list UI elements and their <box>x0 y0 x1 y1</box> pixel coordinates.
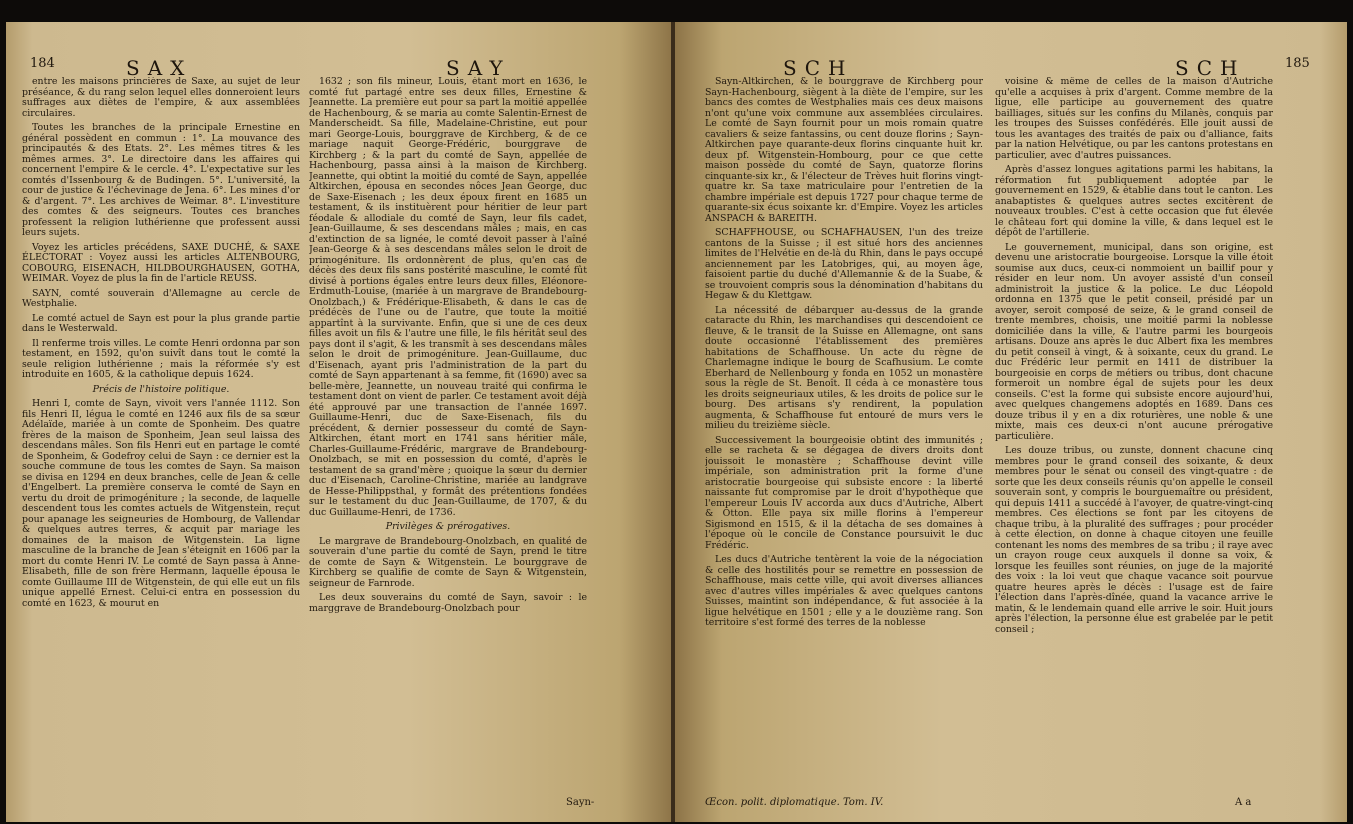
paragraph: entre les maisons princières de Saxe, au sujet de leur préséance, & du rang selon lequel elles donneroient leurs suffrages aux diètes de l'empire, & aux assemblées circulaires. <box>22 77 300 119</box>
page-footer: Œcon. polit. diplomatique. Tom. IV. <box>705 797 884 808</box>
paragraph: Toutes les branches de la principale Ernestine en général possèdent en commun : 1°. La mouvance des principautés & des Etats. 2°. Les mêmes titres & les mêmes armes. 3°. Le directoire dans les affaires qui concernent l'empire & le cercle. 4°. L'expectative sur les comtés d'Issenbourg & de Budingen. 5°. L'université, la cour de justice & l'échevinage de Jena. 6°. Les mines d'or & d'argent. 7°. Les archives de Weimar. 8°. L'investiture des comtes & des seigneurs. Toutes ces branches professent la religion luthérienne que professent aussi leurs sujets. <box>22 122 300 238</box>
paragraph: Il renferme trois villes. Le comte Henri ordonna par son testament, en 1592, qu'on suivît dans tout le comté la seule religion luthérienne ; mais la réformée s'y est introduite en 1605, & la catholique depuis 1624. <box>22 337 300 380</box>
text-column <box>705 77 983 797</box>
signature-mark: Sayn- <box>566 797 595 808</box>
paragraph: La nécessité de débarquer au-dessus de la grande cataracte du Rhin, les marchandises qui descendoient ce fleuve, & le transit de la Suisse en Allemagne, ont sans doute occasionné l'établissement des premières habitations de Schaffhouse. Un acte du règne de Charlemagne indique le bourg de Scafhusium. Le comte Eberhard de Nellenbourg y fonda en 1052 un monastère sous la règle de St. Benoît. Il céda à ce monastère tous les droits seigneuriaux utiles, & les droits de police sur le bourg. Des artisans s'y rendirent, la population augmenta, & Schaffhouse fut entouré de murs vers le milieu du treizième siècle. <box>705 304 983 431</box>
page-number: 184 <box>30 56 55 71</box>
text-column <box>995 77 1273 797</box>
paragraph: Le margrave de Brandebourg-Onolzbach, en qualité de souverain d'une partie du comté de Sayn, prend le titre de comte de Sayn & Witgenstein. Le bourggrave de Kirchberg se qualifie de comte de Sayn & Witgenstein, seigneur de Farnrode. <box>309 535 587 589</box>
paragraph: Le gouvernement, municipal, dans son origine, est devenu une aristocratie bourgeoise. Lorsque la ville étoit soumise aux ducs, ceux-ci nommoient un baillif pour y résider en leur nom. Un avoyer assisté d'un conseil administroit la justice & la police. Le duc Léopold ordonna en 1375 que le petit conseil, présidé par un avoyer, seroit composé de seize, & le grand conseil de trente membres, choisis, une moitié parmi la noblesse domiciliée dans la ville, & l'autre parmi les bourgeois artisans. Douze ans après le duc Albert fixa les membres du petit conseil à vingt, & à soixante, ceux du grand. Le duc Frédéric leur permit en 1411 de distribuer la bourgeoisie en corps de métiers ou tribus, dont chacune formeroit un nombre égal de sujets pour les deux conseils. C'est la forme qui subsiste encore aujourd'hui, avec quelques changemens adoptés en 1689. Dans ces douze tribus il y en a dix roturières, une noble & une mixte, mais ces deux-ci n'ont aucune prérogative particulière. <box>995 241 1273 442</box>
running-header: SAX <box>126 56 193 80</box>
paragraph: Après d'assez longues agitations parmi les habitans, la réformation fut publiquement adoptée par le gouvernement en 1529, & établie dans tout le canton. Les anabaptistes & quelques autres sectes excitèrent de nouveaux troubles. C'est à cette occasion que fut élevée le château fort qui domine la ville, & dans lequel est le dépôt de l'artillerie. <box>995 164 1273 238</box>
paragraph: SAYN, comté souverain d'Allemagne au cercle de Westphalie. <box>22 287 300 309</box>
text-column <box>22 77 300 797</box>
running-header: SCH <box>1175 56 1246 80</box>
right-page <box>675 22 1347 822</box>
signature-mark: A a <box>1235 797 1252 808</box>
running-header: SCH <box>783 56 854 80</box>
paragraph: Les douze tribus, ou zunste, donnent chacune cinq membres pour le grand conseil des soixante, & deux membres pour le sénat ou conseil des vingt-quatre : de sorte que les deux conseils réunis qu'on appelle le conseil souverain sont, y compris le bourguemaître ou président, qui depuis 1411 a succédé à l'avoyer, de quatre-vingt-cinq membres. Ces élections se font par les citoyens de chaque tribu, à la pluralité des suffrages ; pour procéder à cette élection, on donne à chaque citoyen une feuille contenant les noms des membres de sa tribu ; il raye avec un crayon rouge ceux auxquels il donne sa voix, & lorsque les feuilles sont réunies, on juge de la majorité des voix : la loi veut que chaque vacance soit pourvue quatre heures après le décès : l'usage est de faire l'élection dans l'après-dînée, quand la vacance arrive le matin, & le lendemain quand elle arrive le soir. Huit jours après l'élection, la personne élue est grabelée par le petit conseil ; <box>995 445 1273 635</box>
paragraph: Précis de l'histoire politique. <box>92 383 230 395</box>
paragraph: voisine & même de celles de la maison d'Autriche qu'elle a acquises à prix d'argent. Comme membre de la ligue, elle participe au gouvernement des quatre bailliages, situés sur les confins du Milanès, conquis par les troupes des Suisses confédérés. Elle jouit aussi de tous les avantages des traités de paix ou d'alliance, faits par la nation Helvétique, ou par les cantons protestans en particulier, avec d'autres puissances. <box>995 77 1273 161</box>
paragraph: 1632 ; son fils mineur, Louis, étant mort en 1636, le comté fut partagé entre ses deux filles, Ernestine & Jeannette. La première eut pour sa part la moitié appellée de Hachenbourg, & se maria au comte Salentin-Ernest de Manderscheidt. Sa fille, Madelaine-Christine, eut pour mari George-Louis, bourggrave de Kirchberg, & de ce mariage naquit George-Frédéric, bourggrave de Kirchberg ; & la part du comté de Sayn, appellée de Hachenbourg, passa ainsi à la maison de Kirchberg. Jeannette, qui obtint la moitié du comté de Sayn, appellée Altkirchen, épousa en secondes nôces Jean George, duc de Saxe-Eisenach ; les deux époux firent en 1685 un testament, & ils instituèrent pour héritier de leur part féodale & allodiale du comté de Sayn, leur fils cadet, Jean-Guillaume, & ses descendans mâles ; mais, en cas d'extinction de sa lignée, le comté devoit passer à l'aîné Jean-George & à ses descendans mâles selon le droit de primogéniture. Ils ordonnèrent de plus, qu'en cas de décès des deux fils sans postérité masculine, le comté fût divisé à portions égales entre leurs deux filles, Eléonore-Erdmuth-Louise, (mariée à un margrave de Brandebourg-Onolzbach,) & Frédérique-Elisabeth, & dans le cas de prédécès de l'une ou de l'autre, que toute la moitié appartînt à la survivante. Enfin, que si une de ces deux filles avoit un fils & l'autre une fille, le fils héritât seul des pays dont il s'agit, & les transmît à ses descendans mâles selon le droit de primogéniture. Jean-Guillaume, duc d'Eisenach, ayant pris l'administration de la part du comté de Sayn appartenant à sa femme, fit (1690) avec sa belle-mère, Jeannette, un nouveau traité qui confirma le testament dont on vient de parler. Ce testament avoit déjà été approuvé par une transaction de l'année 1697. Guillaume-Henri, duc de Saxe-Eisenach, fils du précédent, & dernier possesseur du comté de Sayn-Altkirchen, étant mort en 1741 sans héritier mâle, Charles-Guillaume-Frédéric, margrave de Brandebourg-Onolzbach, se mit en possession du comté, d'après le testament de sa grand'mère ; quoique la sœur du dernier duc d'Eisenach, Caroline-Christine, mariée au landgrave de Hesse-Philippsthal, y formât des prétentions fondées sur le testament du duc Jean-Guillaume, de 1707, & du duc Guillaume-Henri, de 1736. <box>309 77 587 518</box>
paragraph: Successivement la bourgeoisie obtint des immunités ; elle se racheta & se dégagea de divers droits dont jouissoit le monastère ; Schaffhouse devint ville impériale, son administration prit la forme d'une aristocratie bourgeoise qui subsiste encore : la liberté naissante fut compromise par le droit d'hypothèque que l'empereur Louis IV accorda aux ducs d'Autriche, Albert & Otton. Elle paya six mille florins à l'empereur Sigismond en 1515, & il la détacha de ses domaines à l'époque où le concile de Constance poursuivit le duc Frédéric. <box>705 434 983 551</box>
paragraph: Sayn-Altkirchen, & le bourggrave de Kirchberg pour Sayn-Hachenbourg, siègent à la diète de l'empire, sur les bancs des comtes de Westphalies mais ces deux maisons n'ont qu'une voix commune aux assemblées circulaires. Le comté de Sayn fournit pour un mois romain quatre cavaliers & seize fantassins, ou cent douze florins ; Sayn-Altkirchen paye quarante-deux florins cinquante huit kr. deux pf. Witgenstein-Hombourg, pour ce que cette maison possède du comté de Sayn, quatorze florins cinquante-six kr., & l'électeur de Trèves huit florins vingt-quatre kr. Sa taxe matriculaire pour l'entretien de la chambre impériale est depuis 1727 pour chaque terme de quarante-six écus soixante kr. d'Empire. Voyez les articles ANSPACH & BAREITH. <box>705 77 983 224</box>
paragraph: Privilèges & prérogatives. <box>385 521 511 532</box>
paragraph: Les ducs d'Autriche tentèrent la voie de la négociation & celle des hostilités pour se remettre en possession de Schaffhouse, mais cette ville, qui avoit diverses alliances avec d'autres villes impériales & avec quelques cantons Suisses, maintint son indépendance, & fut associée à la ligue helvétique en 1501 ; elle y a le douzième rang. Son territoire s'est formé des terres de la noblesse <box>705 554 983 628</box>
paragraph: Henri I, comte de Sayn, vivoit vers l'année 1112. Son fils Henri II, légua le comté en 1246 aux fils de sa sœur Adélaïde, mariée à un comte de Sponheim. Des quatre frères de la maison de Sponheim, Jean seul laissa des descendans mâles. Son fils Henri eut en partage le comté de Sponheim, & Godefroy celui de Sayn : ce dernier est la souche commune de tous les comtes de Sayn. Sa maison se divisa en 1294 en deux branches, celle de Jean & celle d'Engelbert. La première conserva le comté de Sayn en vertu du droit de primogéniture ; la seconde, de laquelle descendent tous les comtes actuels de Witgenstein, reçut pour apanage les seigneuries de Hombourg, de Vallendar & quelques autres terres, & acquit par mariage les domaines de la maison de Witgenstein. La ligne masculine de la branche de Jean s'éteignit en 1606 par la mort du comte Henri IV. Le comté de Sayn passa à Anne-Elisabeth, fille de son frère Hermann, laquelle épousa le comte Guillaume III de Witgenstein, de qui elle eut un fils unique appellé Ernest. Celui-ci entra en possession du comté en 1623, & mourut en <box>22 398 300 609</box>
paragraph: Le comté actuel de Sayn est pour la plus grande partie dans le Westerwald. <box>22 312 300 334</box>
running-header: SAY <box>446 56 511 80</box>
paragraph: Voyez les articles précédens, SAXE DUCHÉ, & SAXE ÉLECTORAT : Voyez aussi les articles ALTENBOURG, COBOURG, EISENACH, HILDBOURGHAUSEN, GOTHA, WEIMAR. Voyez de plus la fin de l'article REUSS. <box>22 241 300 284</box>
open-book <box>6 22 1347 822</box>
left-page <box>6 22 673 822</box>
text-column <box>309 77 587 797</box>
paragraph: SCHAFFHOUSE, ou SCHAFHAUSEN, l'un des treize cantons de la Suisse ; il est situé hors des anciennes limites de l'Helvétie en de-là du Rhin, dans le pays occupé anciennement par les Latobriges, qui, au moyen âge, faisoient partie du duché d'Allemannie & de la Suabe, & se trouvoient compris sous la dénomination d'habitans du Hegaw & du Klettgaw. <box>705 227 983 301</box>
page-number: 185 <box>1285 56 1310 71</box>
paragraph: Les deux souverains du comté de Sayn, savoir : le marggrave de Brandebourg-Onolzbach pour <box>309 592 587 614</box>
